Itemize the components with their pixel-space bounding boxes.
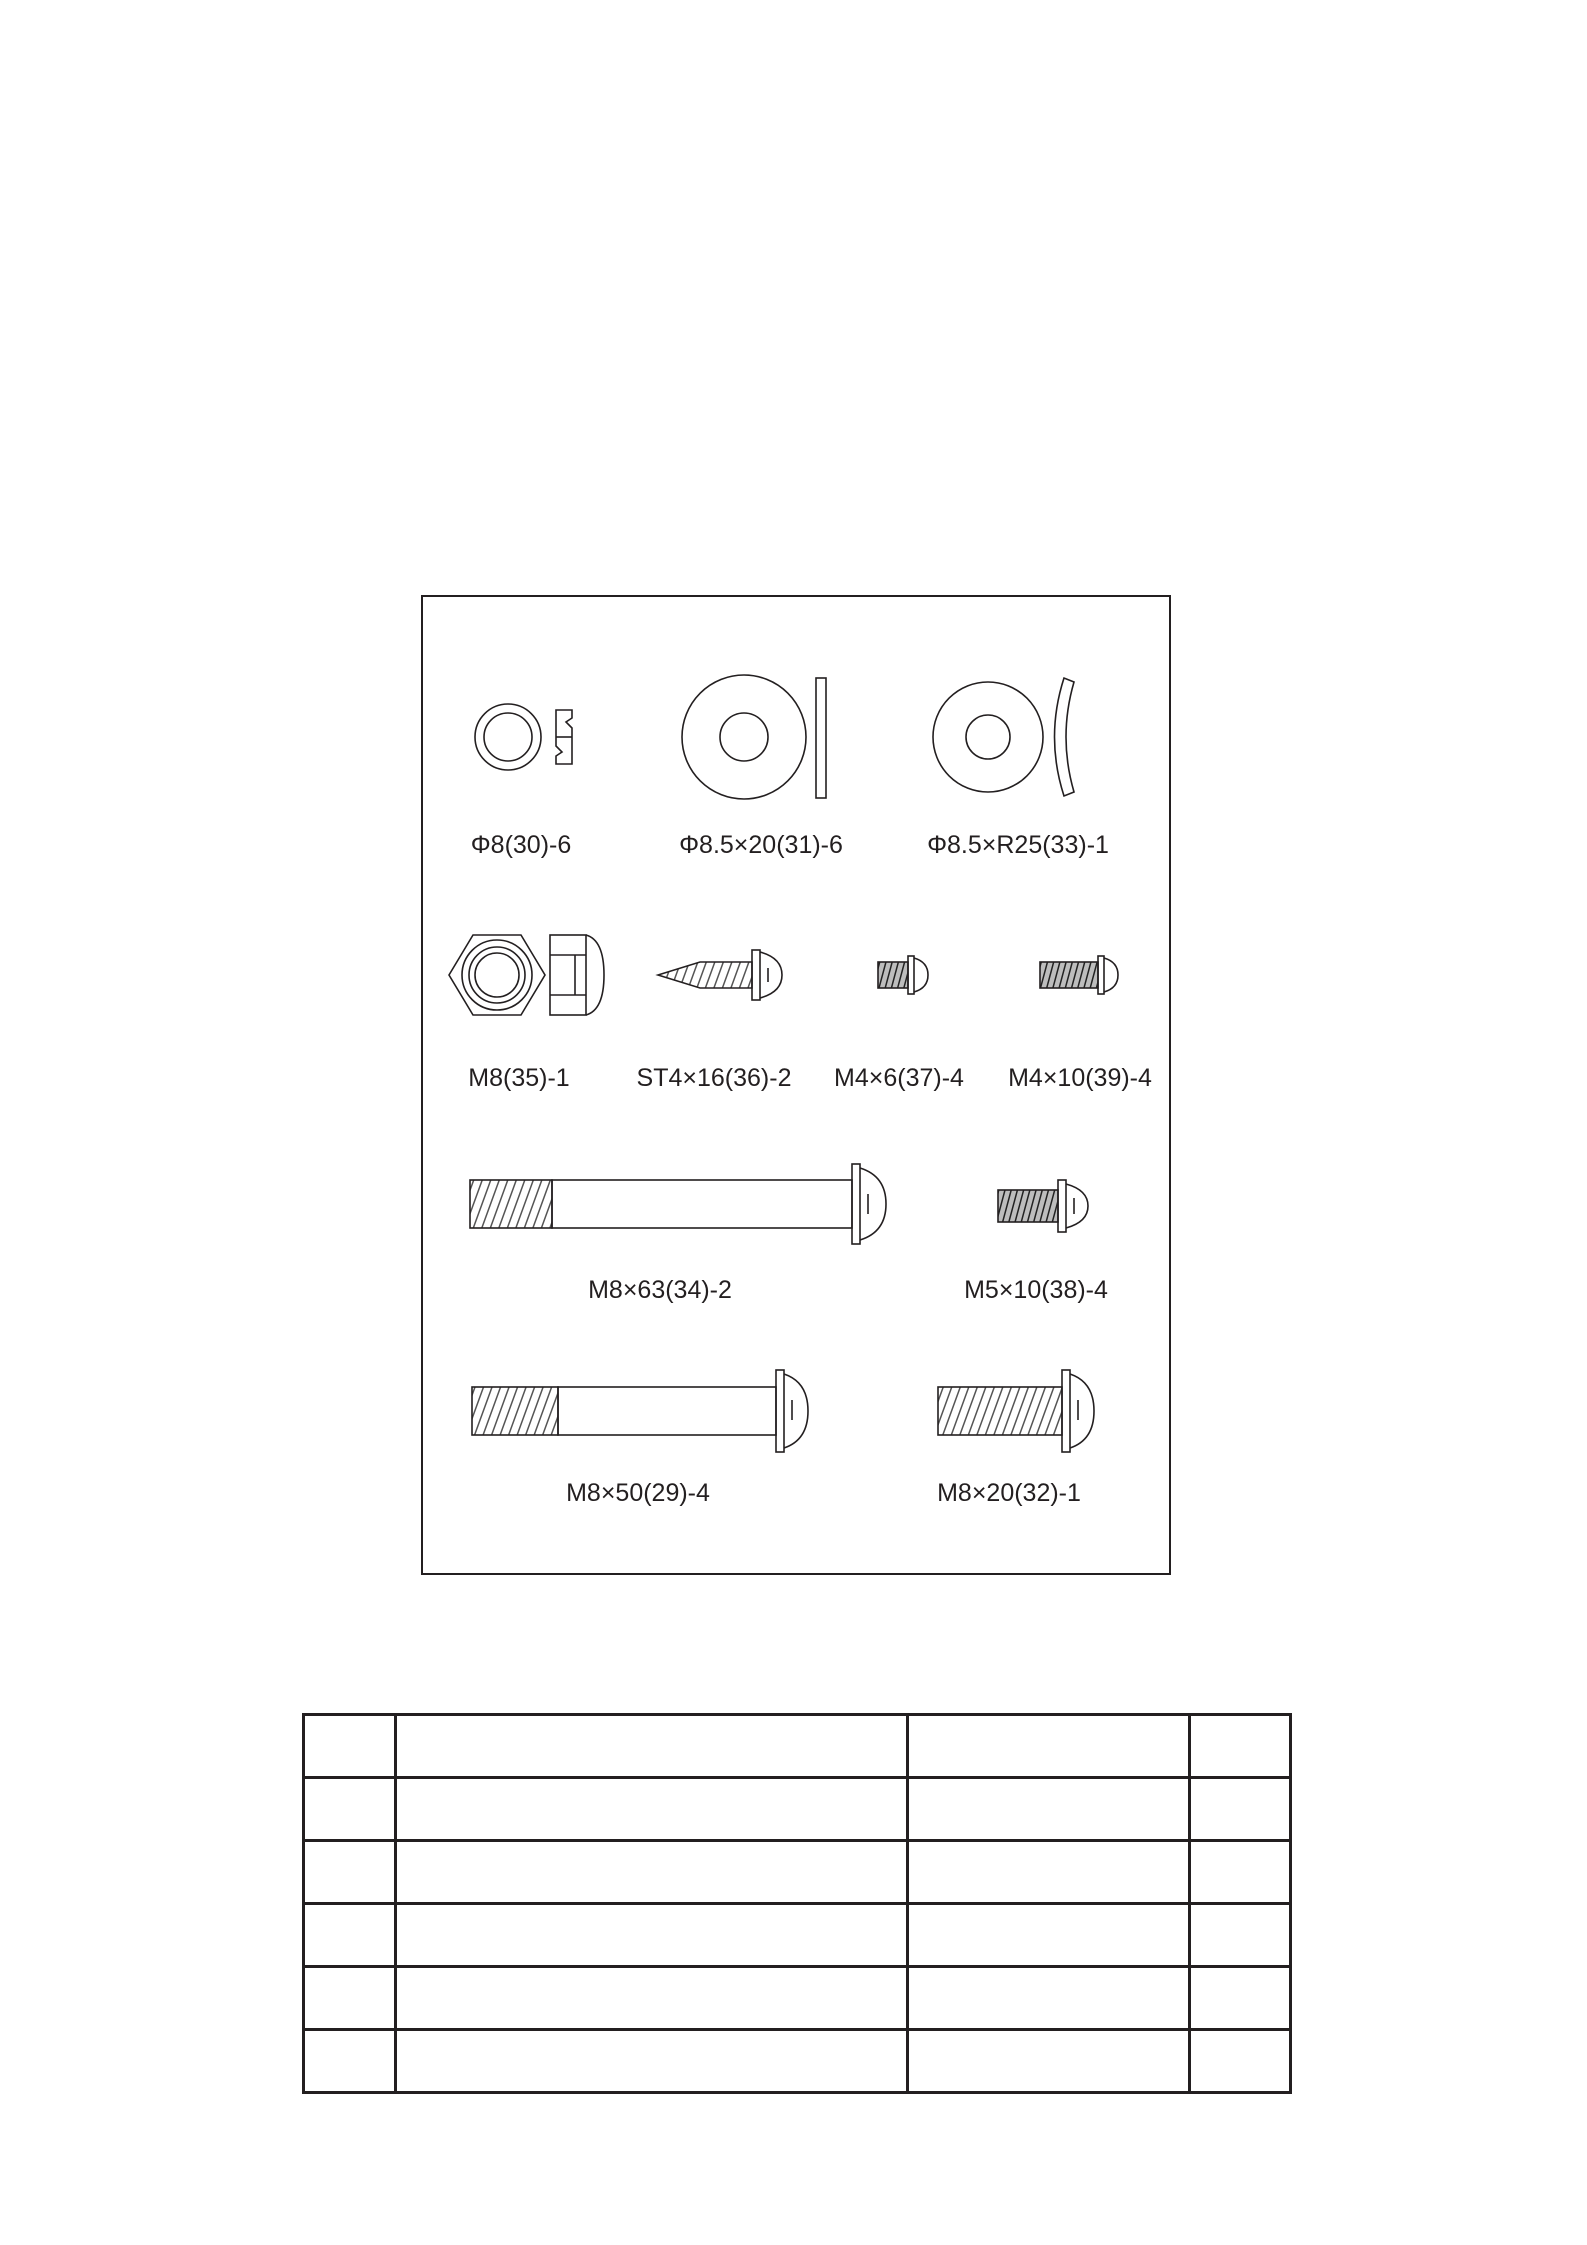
table-cell bbox=[1190, 1841, 1291, 1904]
table-cell bbox=[396, 1715, 908, 1778]
label-m8x63-bolt: M8×63(34)-2 bbox=[588, 1276, 732, 1304]
table-row bbox=[304, 1715, 1291, 1778]
label-m8x20-bolt: M8×20(32)-1 bbox=[937, 1479, 1081, 1507]
self-tapping-screw-icon bbox=[658, 950, 782, 1000]
table-cell bbox=[304, 2030, 396, 2093]
table-cell bbox=[304, 1841, 396, 1904]
table-cell bbox=[908, 2030, 1190, 2093]
long-bolt-icon bbox=[472, 1370, 808, 1452]
button-head-bolt-icon bbox=[938, 1370, 1094, 1452]
label-m8x50-bolt: M8×50(29)-4 bbox=[566, 1479, 710, 1507]
table-row bbox=[304, 1841, 1291, 1904]
table-cell bbox=[1190, 1778, 1291, 1841]
table-cell bbox=[396, 1841, 908, 1904]
table-cell bbox=[908, 1841, 1190, 1904]
parts-table bbox=[302, 1713, 1292, 2094]
label-m4x10-bolt: M4×10(39)-4 bbox=[1008, 1064, 1152, 1092]
table-cell bbox=[396, 2030, 908, 2093]
spring-washer-icon bbox=[475, 704, 572, 770]
label-m4x6-bolt: M4×6(37)-4 bbox=[834, 1064, 964, 1092]
table-cell bbox=[396, 1778, 908, 1841]
curved-washer-icon bbox=[933, 678, 1074, 796]
table-cell bbox=[304, 1715, 396, 1778]
table-cell bbox=[908, 1904, 1190, 1967]
short-bolt-icon bbox=[998, 1180, 1088, 1232]
table-cell bbox=[396, 1967, 908, 2030]
lock-nut-icon bbox=[449, 935, 604, 1015]
table-cell bbox=[1190, 1715, 1291, 1778]
table-row bbox=[304, 1904, 1291, 1967]
table-row bbox=[304, 1778, 1291, 1841]
long-bolt-icon bbox=[470, 1164, 886, 1244]
table-row bbox=[304, 1967, 1291, 2030]
table-cell bbox=[304, 1778, 396, 1841]
label-m5x10-bolt: M5×10(38)-4 bbox=[964, 1276, 1108, 1304]
label-curved-washer: Φ8.5×R25(33)-1 bbox=[927, 831, 1109, 859]
table-row bbox=[304, 2030, 1291, 2093]
flat-washer-icon bbox=[682, 675, 826, 799]
table-cell bbox=[396, 1904, 908, 1967]
label-self-tapping-screw: ST4×16(36)-2 bbox=[636, 1064, 792, 1092]
table-cell bbox=[1190, 1967, 1291, 2030]
table-cell bbox=[908, 1778, 1190, 1841]
label-lock-nut: M8(35)-1 bbox=[468, 1064, 570, 1092]
label-spring-washer: Φ8(30)-6 bbox=[470, 831, 572, 859]
short-bolt-icon bbox=[1040, 956, 1118, 994]
table-cell bbox=[304, 1967, 396, 2030]
table-cell bbox=[908, 1967, 1190, 2030]
short-bolt-icon bbox=[878, 956, 928, 994]
table-cell bbox=[304, 1904, 396, 1967]
table-cell bbox=[908, 1715, 1190, 1778]
label-flat-washer: Φ8.5×20(31)-6 bbox=[679, 831, 843, 859]
table-cell bbox=[1190, 2030, 1291, 2093]
table-cell bbox=[1190, 1904, 1291, 1967]
